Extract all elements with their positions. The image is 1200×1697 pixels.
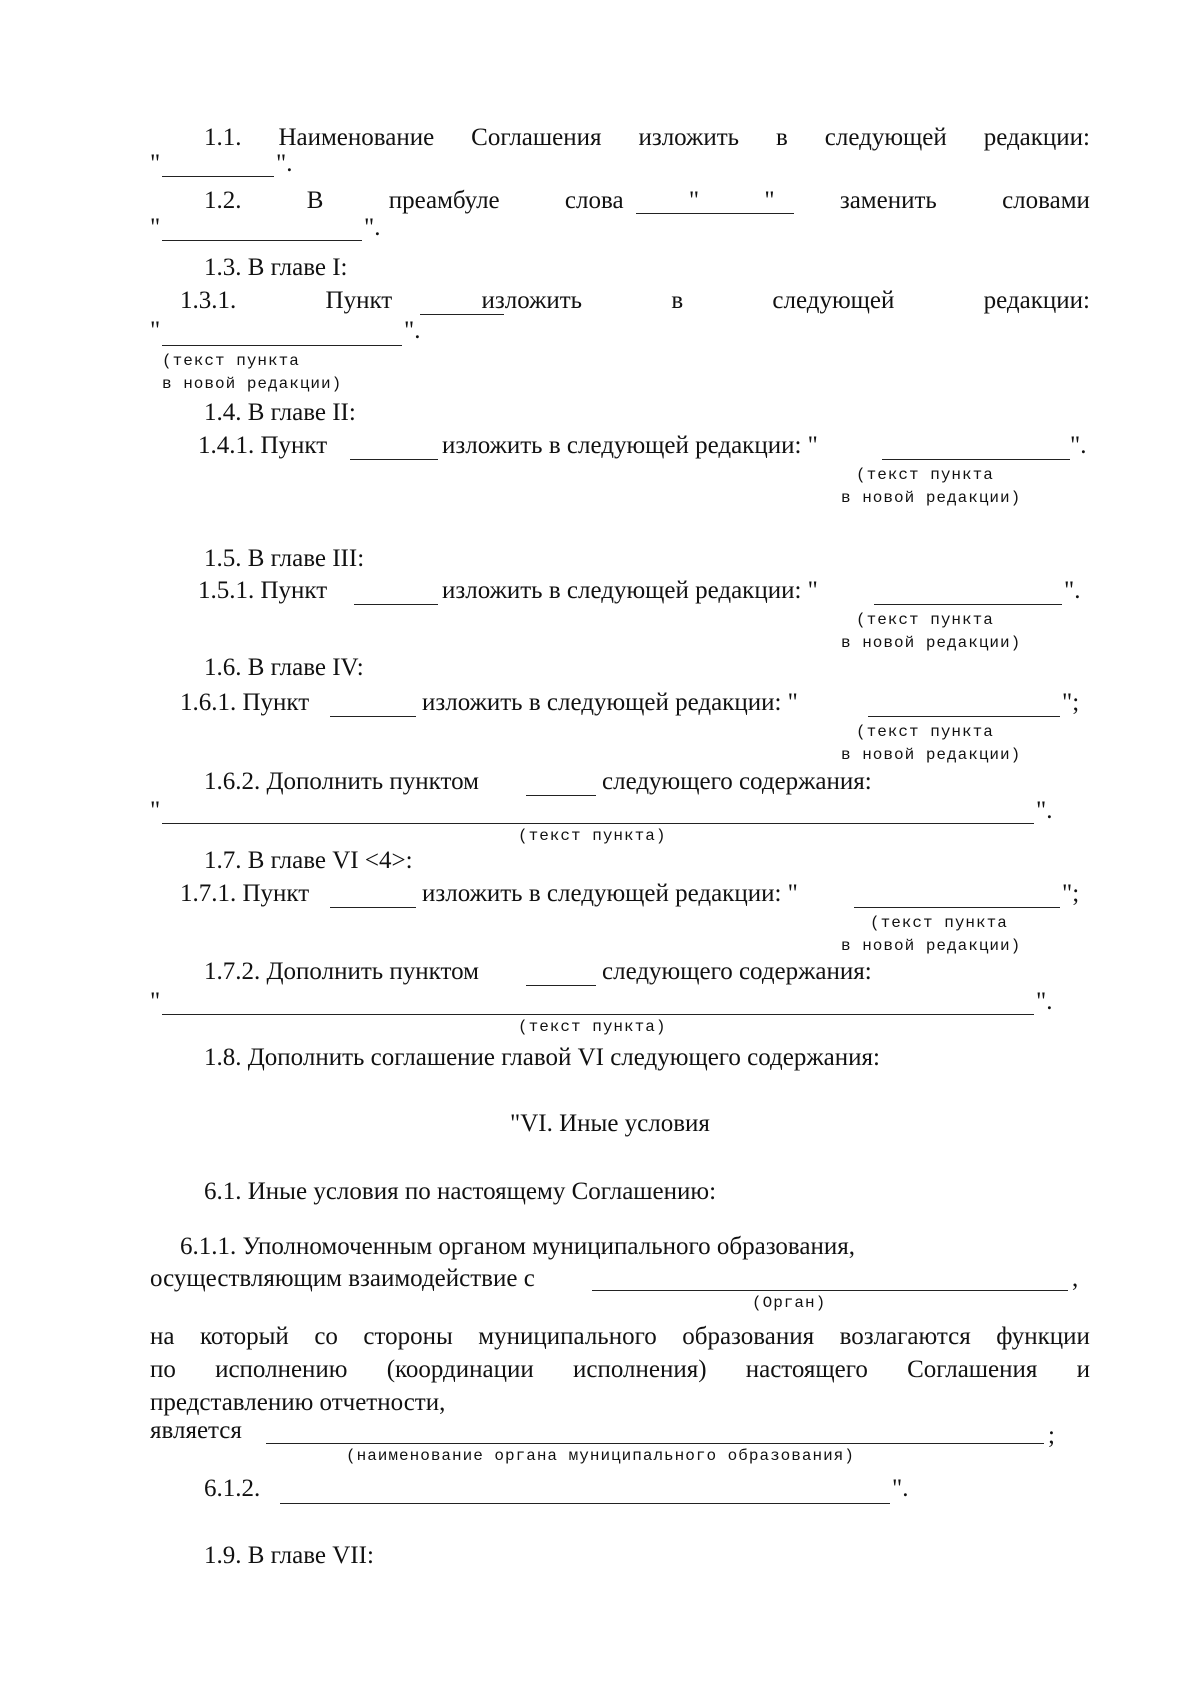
- caption: (наименование органа муниципального образования): [346, 1447, 855, 1465]
- word: образования: [682, 1323, 815, 1350]
- item-1-3-1: [180, 286, 1090, 316]
- yavlyaetsya-label: является: [150, 1417, 242, 1444]
- item-1-7-1: 1.7.1. Пункт: [180, 880, 310, 907]
- blank-line: [162, 240, 362, 241]
- caption: (текст пункта: [856, 611, 994, 629]
- item-1-5-1-text: изложить в следующей редакции: ": [442, 577, 818, 604]
- item-6-1-1: 6.1.1. Уполномоченным органом муниципального образования,: [180, 1233, 856, 1260]
- blank-line: [162, 823, 1034, 824]
- item-1-4-1: 1.4.1. Пункт: [198, 432, 328, 459]
- caption: (текст пункта: [856, 723, 994, 741]
- blank-line: [330, 716, 416, 717]
- word: преамбуле: [388, 187, 500, 214]
- caption: (текст пункта): [518, 827, 667, 845]
- word: возлагаются: [839, 1323, 971, 1350]
- word: Соглашения: [907, 1356, 1038, 1383]
- close-quote: ".: [276, 150, 293, 177]
- blank-line: [526, 795, 596, 796]
- item-1-6: 1.6. В главе IV:: [204, 654, 364, 681]
- item-1-4-1-text: изложить в следующей редакции: ": [442, 432, 818, 459]
- item-1-7-2: 1.7.2. Дополнить пунктом: [204, 958, 479, 985]
- caption: (текст пункта): [518, 1018, 667, 1036]
- close-quote: ".: [1036, 797, 1053, 824]
- word: 1.2.: [204, 187, 242, 214]
- word: 1.3.1.: [180, 287, 237, 314]
- blank-line: [354, 604, 438, 605]
- item-1-7-1-text: изложить в следующей редакции: ": [422, 880, 798, 907]
- open-quote: ": [150, 317, 161, 344]
- word: следующей: [824, 124, 947, 151]
- word: Соглашения: [471, 124, 602, 151]
- item-1-9: 1.9. В главе VII:: [204, 1542, 374, 1569]
- blank-line: [882, 459, 1070, 460]
- item-1-8: 1.8. Дополнить соглашение главой VI следующего содержания:: [204, 1044, 880, 1071]
- word: исполнения): [572, 1356, 707, 1383]
- word: Пункт: [325, 287, 393, 314]
- caption: в новой редакции): [841, 746, 1022, 764]
- word: по: [150, 1356, 176, 1383]
- word: стороны: [363, 1323, 453, 1350]
- item-1-2: [204, 186, 1090, 216]
- word: со: [314, 1323, 338, 1350]
- blank-line: [280, 1503, 890, 1504]
- word: следующей: [772, 287, 895, 314]
- item-1-6-2-text: следующего содержания:: [602, 768, 872, 795]
- blank-line: [874, 604, 1062, 605]
- close-quote: ";: [1062, 689, 1080, 716]
- word: В: [306, 187, 324, 214]
- word: заменить: [839, 187, 937, 214]
- open-quote: ": [150, 214, 161, 241]
- blank-line: [350, 459, 438, 460]
- item-1-6-1-text: изложить в следующей редакции: ": [422, 689, 798, 716]
- blank-line: [420, 314, 504, 315]
- blank-line: [330, 907, 416, 908]
- close-quote: ";: [1062, 880, 1080, 907]
- comma: ,: [1072, 1265, 1079, 1292]
- item-1-7: 1.7. В главе VI <4>:: [204, 847, 413, 874]
- item-1-6-1: 1.6.1. Пункт: [180, 689, 310, 716]
- close-quote: ".: [1036, 988, 1053, 1015]
- word: ": [764, 187, 775, 214]
- word: слова: [564, 187, 624, 214]
- word: изложить: [638, 124, 740, 151]
- item-1-5-1: 1.5.1. Пункт: [198, 577, 328, 604]
- item-1-5: 1.5. В главе III:: [204, 545, 365, 572]
- open-quote: ": [150, 988, 161, 1015]
- word: 1.1.: [204, 124, 242, 151]
- open-quote: ": [150, 150, 161, 177]
- item-1-4: 1.4. В главе II:: [204, 399, 356, 426]
- item-6-1-1-cont: осуществляющим взаимодействие с: [150, 1265, 535, 1292]
- item-1-7-2-text: следующего содержания:: [602, 958, 872, 985]
- word: функции: [996, 1323, 1090, 1350]
- word: редакции:: [983, 124, 1090, 151]
- blank-line: [162, 1014, 1034, 1015]
- close-quote: ".: [1064, 577, 1081, 604]
- close-quote: ".: [404, 317, 421, 344]
- blank-line: [592, 1290, 1068, 1291]
- blank-line: [526, 985, 596, 986]
- word: и: [1076, 1356, 1090, 1383]
- item-1-3: 1.3. В главе I:: [204, 254, 348, 281]
- caption: (текст пункта: [870, 914, 1008, 932]
- caption: в новой редакции): [841, 937, 1022, 955]
- blank-line: [854, 907, 1060, 908]
- word: на: [150, 1323, 175, 1350]
- caption: (текст пункта: [162, 352, 300, 370]
- item-6-1-2: 6.1.2.: [204, 1475, 261, 1502]
- blank-line: [162, 176, 274, 177]
- semicolon: ;: [1048, 1422, 1055, 1449]
- blank-line: [162, 345, 402, 346]
- word: словами: [1002, 187, 1090, 214]
- word: муниципального: [478, 1323, 657, 1350]
- caption: (Орган): [752, 1294, 827, 1312]
- paragraph-line: [150, 1355, 1090, 1385]
- word: (координации: [386, 1356, 534, 1383]
- close-quote: ".: [892, 1475, 909, 1502]
- close-quote: ".: [1070, 432, 1087, 459]
- word: в: [671, 287, 684, 314]
- caption: (текст пункта: [856, 466, 994, 484]
- caption: в новой редакции): [841, 634, 1022, 652]
- blank-line: [266, 1443, 1044, 1444]
- open-quote: ": [150, 797, 161, 824]
- caption: в новой редакции): [841, 489, 1022, 507]
- item-6-1: 6.1. Иные условия по настоящему Соглашению:: [204, 1178, 717, 1205]
- chapter-heading: "VI. Иные условия: [510, 1110, 710, 1137]
- word: настоящего: [745, 1356, 868, 1383]
- word: ": [688, 187, 700, 214]
- blank-line: [636, 213, 794, 214]
- word: изложить: [481, 287, 583, 314]
- word: который: [199, 1323, 289, 1350]
- item-1-6-2: 1.6.2. Дополнить пунктом: [204, 768, 479, 795]
- word: в: [776, 124, 788, 151]
- paragraph-line: представлению отчетности,: [150, 1389, 446, 1416]
- caption: в новой редакции): [162, 375, 343, 393]
- paragraph-line: [150, 1322, 1090, 1352]
- blank-line: [868, 716, 1060, 717]
- item-1-1: [204, 123, 1090, 153]
- word: исполнению: [215, 1356, 348, 1383]
- word: Наименование: [278, 124, 435, 151]
- word: редакции:: [983, 287, 1090, 314]
- close-quote: ".: [364, 214, 381, 241]
